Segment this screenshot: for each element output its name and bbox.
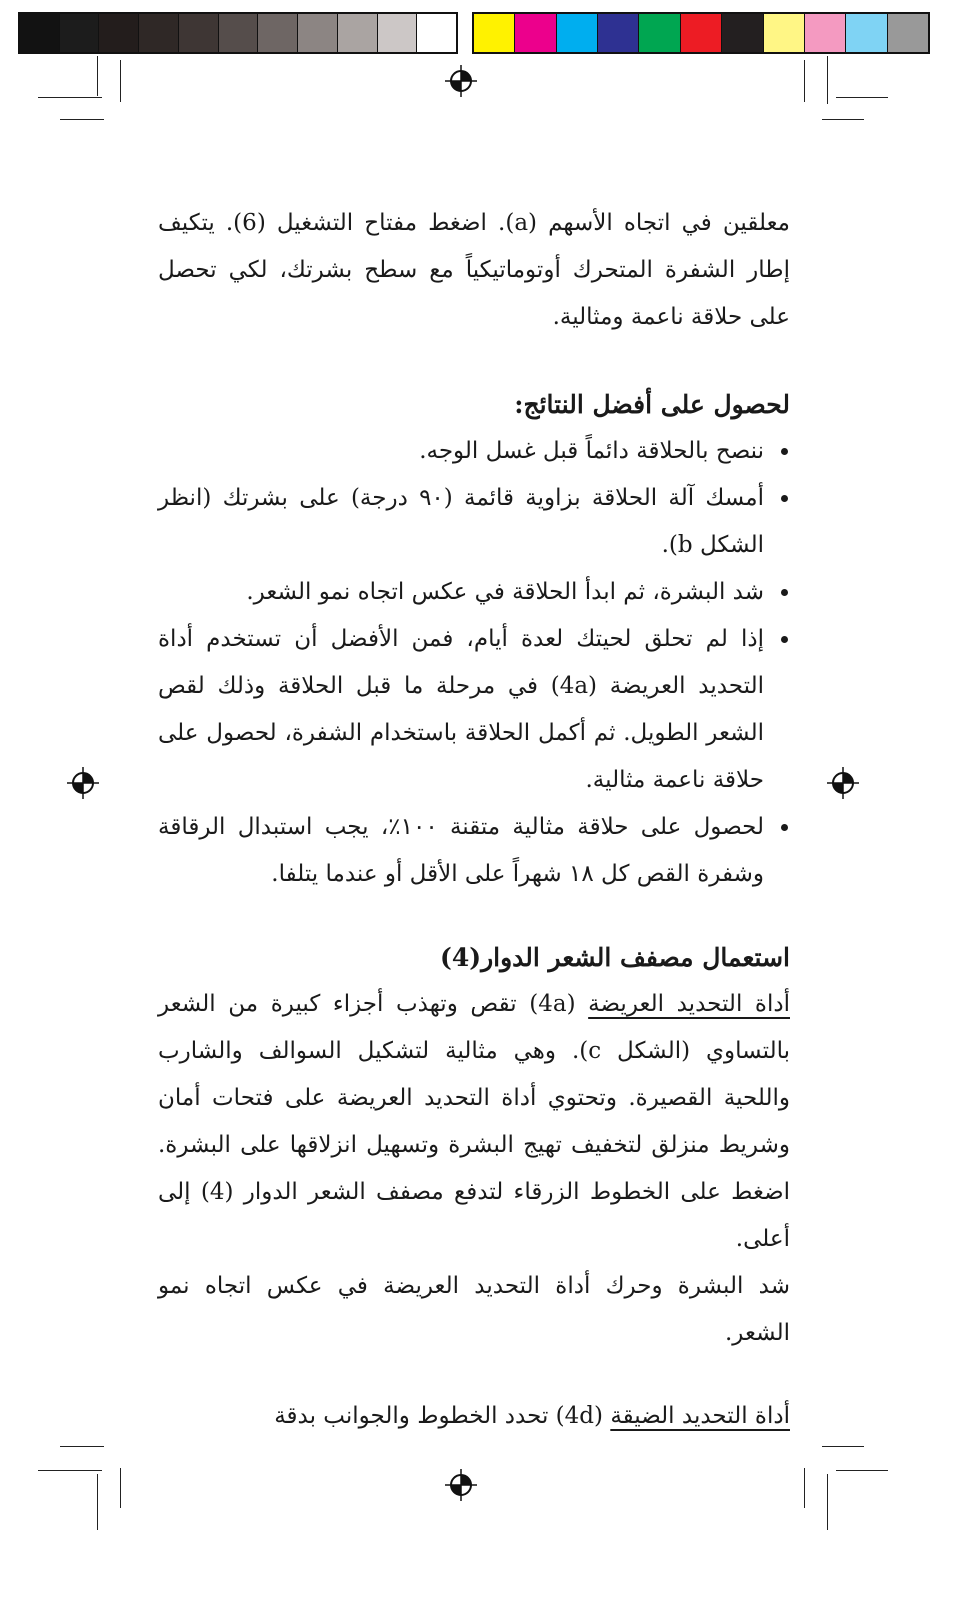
- crop-mark: [822, 1446, 864, 1447]
- bullet-icon: [781, 495, 788, 502]
- narrow-trimmer-text: (4d) تحدد الخطوط والجوانب بدقة: [274, 1403, 611, 1429]
- best-results-list: [158, 428, 790, 898]
- crop-mark: [97, 56, 98, 96]
- registration-mark-icon: [66, 766, 100, 800]
- color-swatch: [888, 14, 928, 52]
- color-swatch: [417, 14, 456, 52]
- crop-mark: [38, 97, 102, 98]
- crop-mark: [827, 1474, 828, 1530]
- list-item-text: إذا لم تحلق لحيتك لعدة أيام، فمن الأفضل أن تستخدم أداة التحديد العريضة (4a) في مرحلة ما قبل الحلاقة وذلك لقص الشعر الطويل. ثم أكمل الحلاقة باستخدام الشفرة، لحصول على حلاقة ناعمة مثالية.: [158, 626, 764, 793]
- trimmer-section-heading: استعمال مصفف الشعر الدوار(4): [439, 943, 790, 972]
- crop-mark: [827, 56, 828, 104]
- stretch-skin-paragraph: شد البشرة وحرك أداة التحديد العريضة في عكس اتجاه نمو الشعر.: [158, 1273, 790, 1346]
- crop-mark: [120, 1468, 121, 1508]
- list-item-text: لحصول على حلاقة مثالية متقنة ١٠٠٪، يجب استبدال الرقاقة وشفرة القص كل ١٨ شهراً على الأقل أو عندما يتلفا.: [158, 814, 764, 887]
- color-swatch: [139, 14, 179, 52]
- wide-trimmer-text: (4a) تقص وتهذب أجزاء كبيرة من الشعر بالتساوي (الشكل c). وهي مثالية لتشكيل السوالف والشارب واللحية القصيرة. وتحتوي أداة التحديد العريضة على فتحات أمان وشريط منزلق لتخفيف تهيج البشرة وتسهيل انزلاقها على البشرة. اضغط على الخطوط الزرقاء لتدفع مصفف الشعر الدوار (4) إلى أعلى.: [158, 991, 790, 1252]
- color-swatch: [681, 14, 722, 52]
- color-swatch: [598, 14, 639, 52]
- manual-page-text: [158, 200, 790, 1440]
- narrow-trimmer-term: أداة التحديد الضيقة: [610, 1403, 790, 1429]
- bullet-icon: [781, 448, 788, 455]
- crop-mark: [836, 97, 888, 98]
- wide-trimmer-term: أداة التحديد العريضة: [588, 991, 790, 1017]
- best-results-heading: لحصول على أفضل النتائج:: [514, 390, 790, 419]
- crop-mark: [804, 1468, 805, 1508]
- color-swatch: [846, 14, 887, 52]
- crop-mark: [38, 1470, 102, 1471]
- color-swatch: [378, 14, 418, 52]
- list-item-text: شد البشرة، ثم ابدأ الحلاقة في عكس اتجاه نمو الشعر.: [246, 579, 764, 605]
- list-item-text: ننصح بالحلاقة دائماً قبل غسل الوجه.: [419, 438, 764, 464]
- color-swatch: [179, 14, 219, 52]
- color-swatch: [722, 14, 763, 52]
- crop-mark: [60, 119, 104, 120]
- color-swatch: [515, 14, 556, 52]
- narrow-trimmer-paragraph: [158, 1393, 790, 1440]
- color-swatch: [258, 14, 298, 52]
- list-item: [158, 475, 790, 569]
- color-swatch: [639, 14, 680, 52]
- bullet-icon: [781, 636, 788, 643]
- list-item: [158, 616, 790, 804]
- color-swatch: [219, 14, 259, 52]
- list-item: [158, 569, 790, 616]
- color-swatch: [764, 14, 805, 52]
- registration-mark-icon: [444, 64, 478, 98]
- color-swatch: [557, 14, 598, 52]
- color-swatch: [298, 14, 338, 52]
- color-swatch: [338, 14, 378, 52]
- process-color-bar: [472, 12, 930, 54]
- crop-mark: [804, 60, 805, 102]
- crop-mark: [60, 1446, 104, 1447]
- crop-mark: [97, 1474, 98, 1530]
- wide-trimmer-paragraph: [158, 981, 790, 1263]
- bullet-icon: [781, 824, 788, 831]
- color-swatch: [99, 14, 139, 52]
- list-item: [158, 428, 790, 475]
- crop-mark: [836, 1470, 888, 1471]
- registration-mark-icon: [826, 766, 860, 800]
- color-swatch: [474, 14, 515, 52]
- bullet-icon: [781, 589, 788, 596]
- registration-mark-icon: [444, 1468, 478, 1502]
- color-swatch: [60, 14, 100, 52]
- grayscale-color-bar: [18, 12, 458, 54]
- color-swatch: [805, 14, 846, 52]
- list-item: [158, 804, 790, 898]
- color-swatch: [20, 14, 60, 52]
- crop-mark: [822, 119, 864, 120]
- crop-mark: [120, 60, 121, 102]
- intro-paragraph: معلقين في اتجاه الأسهم (a). اضغط مفتاح التشغيل (6). يتكيف إطار الشفرة المتحرك أوتوماتيكياً مع سطح بشرتك، لكي تحصل على حلاقة ناعمة ومثالية.: [158, 210, 790, 330]
- list-item-text: أمسك آلة الحلاقة بزاوية قائمة (٩٠ درجة) على بشرتك (انظر الشكل b).: [158, 485, 764, 558]
